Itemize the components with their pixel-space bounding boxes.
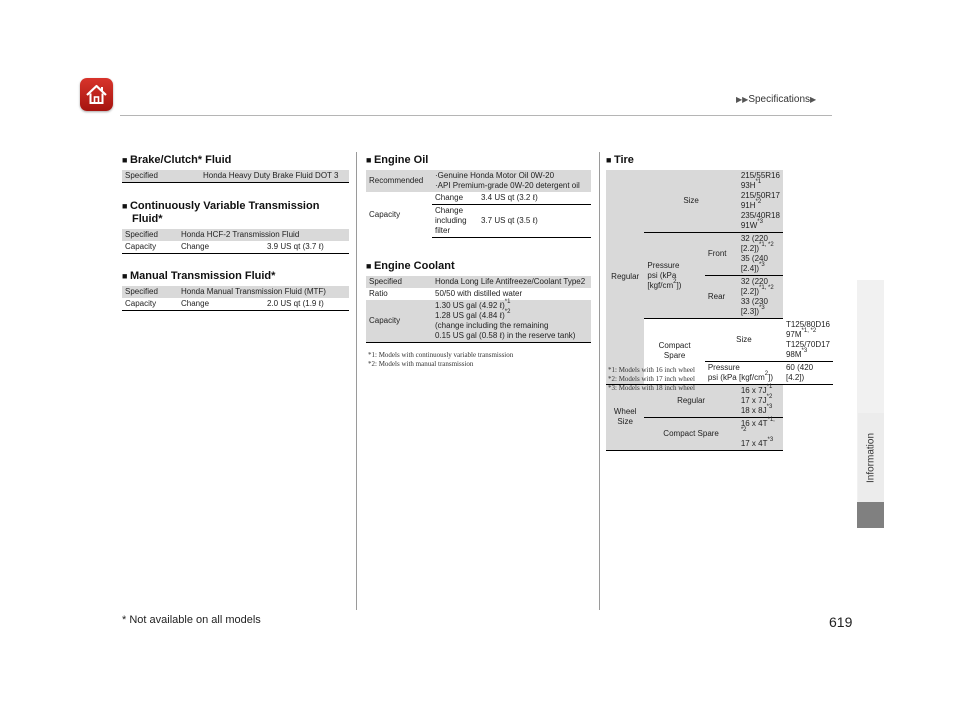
table-cell: Honda HCF-2 Transmission Fluid — [178, 229, 349, 241]
table-row — [606, 170, 833, 233]
table-cell: 32 (220 [2.2])$^{*1, *2}$ 35 (240 [2.4])$^{*3}$ — [738, 233, 783, 276]
table-cell: 60 (420 [4.2]) — [783, 361, 833, 384]
table-cell: Honda Manual Transmission Fluid (MTF) — [178, 286, 349, 298]
table-cell: Pressure psi (kPa $[kgf/cm^2]$) — [705, 361, 783, 384]
table-cell: T125/80D16 $97M^{*1, *2}$ T125/70D17 $98M^{*3}$ — [783, 319, 833, 362]
table-cell: 32 (220 [2.2])$^{*1, *2}$ 33 (230 [2.3])$^{*3}$ — [738, 276, 783, 319]
mtf-table — [122, 286, 349, 311]
table-cell: Specified — [122, 229, 178, 241]
engine-coolant-table — [366, 276, 591, 343]
table-row — [366, 170, 591, 192]
table-cell: Change — [432, 192, 478, 205]
table-cell: 3.7 US qt (3.5 ℓ) — [478, 205, 591, 238]
table-row — [366, 300, 591, 343]
table-cell: 215/55R16 $93H^{*1}$ 215/50R17 $91H^{*2}$ 235/40R18 $91W^{*3}$ — [738, 170, 783, 233]
table-cell: Capacity — [122, 241, 178, 254]
brake-fluid-title: ■ Brake/Clutch* Fluid — [122, 154, 232, 166]
table-cell: 50/50 with distilled water — [435, 289, 523, 298]
table-cell: 2.0 US qt (1.9 ℓ) — [264, 298, 349, 311]
table-row — [122, 298, 349, 311]
footnote: *2: Models with 17 inch wheel — [608, 375, 695, 383]
table-cell: Ratio — [369, 289, 388, 298]
table-cell: Recommended — [366, 170, 432, 192]
table-cell: Specified — [366, 276, 432, 288]
engine-oil-title: ■ Engine Oil — [366, 154, 429, 166]
table-cell: Compact Spare — [644, 319, 704, 385]
side-tab-marker — [857, 502, 884, 528]
table-cell: Size — [705, 319, 783, 362]
table-cell: 3.4 US qt (3.2 ℓ) — [478, 192, 591, 205]
column-divider — [599, 152, 600, 610]
table-row — [122, 241, 349, 254]
tire-footnotes — [608, 366, 695, 393]
tire-title: ■ Tire — [606, 154, 634, 166]
table-cell: Front — [705, 233, 738, 276]
table-row — [366, 288, 591, 300]
table-cell: 1.30 US gal (4.92 ℓ)$^{*1}$ 1.28 US gal (4.84 ℓ)$^{*2}$ (change including the remaining 0.15 US gal (0.58 ℓ) in the reserve tank) — [432, 300, 591, 343]
header-divider — [120, 115, 832, 116]
table-cell: Specified — [122, 286, 178, 298]
side-tab-information[interactable] — [858, 413, 884, 502]
cvt-fluid-table — [122, 229, 349, 254]
home-icon — [84, 82, 109, 107]
table-cell: 16 x $4T^{*1, *2}$ 17 x $4T^{*3}$ — [738, 417, 783, 450]
table-cell: Change including filter — [432, 205, 478, 238]
footnote: *2: Models with manual transmission — [368, 360, 474, 368]
table-row — [366, 276, 591, 288]
coolant-footnotes — [368, 351, 513, 369]
table-cell: Honda Heavy Duty Brake Fluid DOT 3 — [200, 170, 349, 183]
table-row — [122, 229, 349, 241]
mtf-title: ■ Manual Transmission Fluid* — [122, 270, 276, 282]
table-cell: Wheel Size — [606, 384, 644, 450]
table-row — [122, 286, 349, 298]
footnote: *3: Models with 18 inch wheel — [608, 384, 695, 392]
footnote: *1: Models with continuously variable transmission — [368, 351, 514, 359]
cvt-fluid-title: ■ Continuously Variable Transmission Fluid* — [122, 200, 320, 225]
table-cell: Compact Spare — [644, 417, 737, 450]
breadcrumb-arrow-icon: ▶▶ — [736, 95, 749, 104]
brake-fluid-table — [122, 170, 349, 183]
table-cell: ·Genuine Honda Motor Oil 0W-20 ·API Premium-grade 0W-20 detergent oil — [432, 170, 591, 192]
table-row — [122, 170, 349, 183]
breadcrumb[interactable] — [736, 94, 836, 105]
table-cell: Capacity — [122, 298, 178, 311]
availability-note: * Not available on all models — [122, 614, 261, 626]
table-cell: 3.9 US qt (3.7 ℓ) — [264, 241, 349, 254]
table-cell: Capacity — [369, 209, 401, 219]
table-cell: Capacity — [366, 300, 432, 343]
column-divider — [356, 152, 357, 610]
table-cell: Specified — [122, 170, 200, 183]
engine-coolant-title: ■ Engine Coolant — [366, 260, 455, 272]
page-number: 619 — [829, 614, 853, 630]
side-tab-label: Information — [865, 432, 877, 483]
table-cell: Honda Long Life Antifreeze/Coolant Type2 — [432, 276, 591, 288]
table-row — [366, 192, 591, 205]
engine-oil-table — [366, 170, 591, 238]
table-cell: Change — [178, 298, 264, 311]
table-cell: Size — [644, 170, 737, 233]
breadcrumb-label: Specifications — [748, 94, 811, 105]
table-cell: 16 x $7J^{*1}$ 17 x $7J^{*2}$ 18 x $8J^{*3}$ — [738, 384, 783, 417]
footnote: *1: Models with 16 inch wheel — [608, 366, 695, 374]
table-cell: Regular — [606, 170, 644, 384]
table-cell: Rear — [705, 276, 738, 319]
home-button[interactable] — [80, 78, 113, 111]
tire-table — [606, 170, 833, 451]
table-cell: Regular — [644, 384, 737, 417]
table-cell: Change — [178, 241, 264, 254]
table-cell: Pressure psi (kPa $[kgf/cm^2]$) — [644, 233, 704, 319]
breadcrumb-arrow-icon: ▶ — [810, 95, 817, 104]
